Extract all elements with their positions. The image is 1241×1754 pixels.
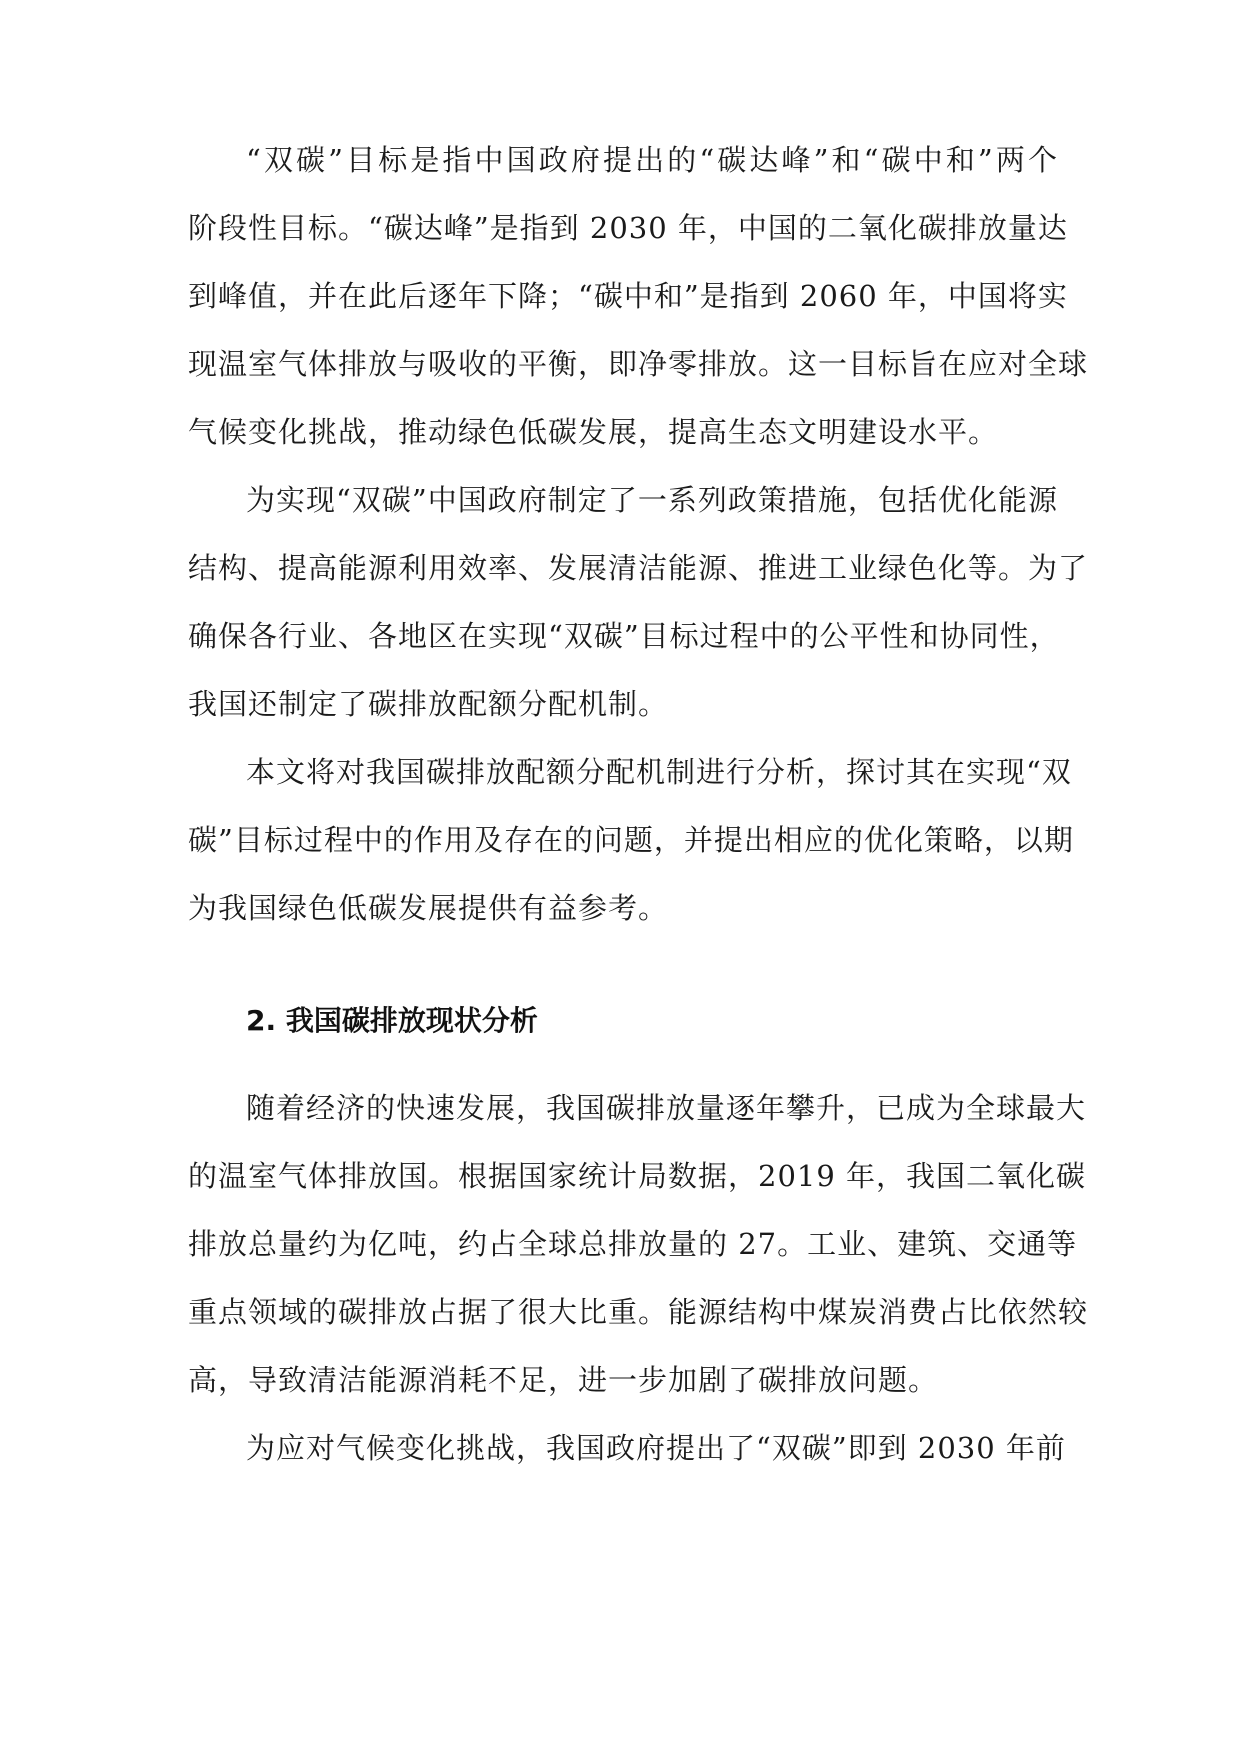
paragraph-2-line-1: 为实现“双碳”中国政府制定了一系列政策措施，包括优化能源 [246,483,1058,517]
paragraph-4-line-5: 高，导致清洁能源消耗不足，进一步加剧了碳排放问题。 [188,1363,939,1397]
paragraph-4-line-1: 随着经济的快速发展，我国碳排放量逐年攀升，已成为全球最大 [246,1091,1087,1125]
paragraph-3-line-3: 为我国绿色低碳发展提供有益参考。 [188,891,669,925]
paragraph-4-line-3: 排放总量约为亿吨，约占全球总排放量的 27。工业、建筑、交通等 [188,1227,1078,1261]
section-heading: 2. 我国碳排放现状分析 [246,1004,538,1037]
paragraph-2-line-4: 我国还制定了碳排放配额分配机制。 [188,687,669,721]
paragraph-2-line-3: 确保各行业、各地区在实现“双碳”目标过程中的公平性和协同性， [188,619,1060,653]
paragraph-4-line-4: 重点领域的碳排放占据了很大比重。能源结构中煤炭消费占比依然较 [188,1295,1089,1329]
paragraph-4-line-2: 的温室气体排放国。根据国家统计局数据，2019 年，我国二氧化碳 [188,1159,1087,1193]
paragraph-1-line-2: 阶段性目标。“碳达峰”是指到 2030 年，中国的二氧化碳排放量达 [188,211,1068,245]
paragraph-3-line-1: 本文将对我国碳排放配额分配机制进行分析，探讨其在实现“双 [246,755,1072,789]
paragraph-3-line-2: 碳”目标过程中的作用及存在的问题，并提出相应的优化策略，以期 [188,823,1074,857]
paragraph-1-line-3: 到峰值，并在此后逐年下降；“碳中和”是指到 2060 年，中国将实 [188,279,1068,313]
paragraph-1-line-4: 现温室气体排放与吸收的平衡，即净零排放。这一目标旨在应对全球 [188,347,1089,381]
paragraph-2-line-2: 结构、提高能源利用效率、发展清洁能源、推进工业绿色化等。为了 [188,551,1089,585]
paragraph-1-line-1: “双碳”目标是指中国政府提出的“碳达峰”和“碳中和”两个 [246,143,1058,177]
paragraph-1-line-5: 气候变化挑战，推动绿色低碳发展，提高生态文明建设水平。 [188,415,999,449]
paragraph-5-line-1: 为应对气候变化挑战，我国政府提出了“双碳”即到 2030 年前 [246,1431,1066,1465]
